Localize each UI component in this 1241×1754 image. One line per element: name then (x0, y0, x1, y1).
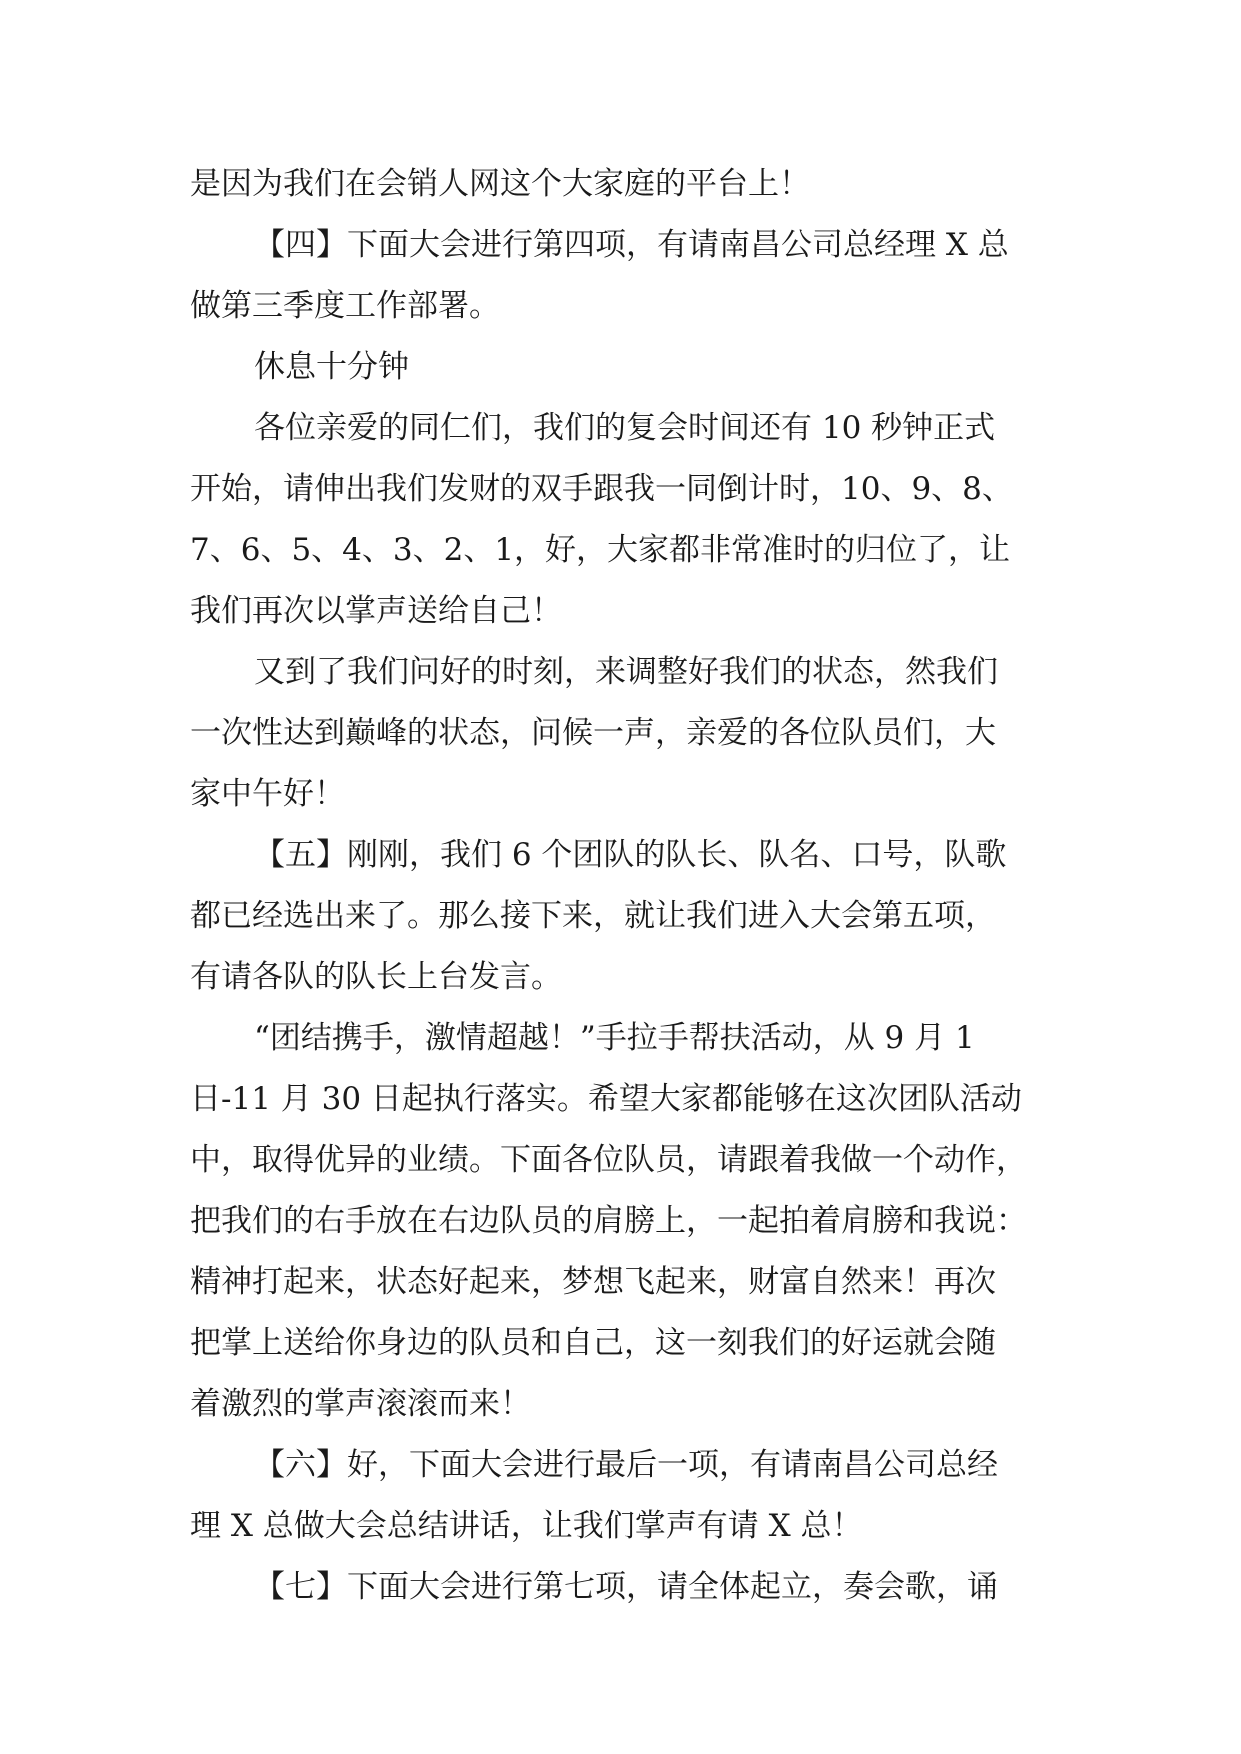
document-page (190, 154, 1052, 1618)
text-line: 做第三季度工作部署。 (190, 288, 500, 324)
text-line: 有请各队的队长上台发言。 (190, 959, 562, 995)
paragraph-7-heading: 【七】下面大会进行第七项，请全体起立，奏会歌，诵 (254, 1569, 998, 1605)
text-line: 各位亲爱的同仁们，我们的复会时间还有 10 秒钟正式 (254, 410, 996, 446)
paragraph-5-heading: 【五】刚刚，我们 6 个团队的队长、队名、口号，队歌 (254, 837, 1007, 873)
break-heading: 休息十分钟 (254, 349, 409, 385)
text-line: “团结携手，激情超越！”手拉手帮扶活动，从 9 月 1 (254, 1020, 975, 1056)
text-line: 日-11 月 30 日起执行落实。希望大家都能够在这次团队活动 (190, 1081, 1022, 1117)
text-line: 我们再次以掌声送给自己！ (190, 593, 562, 629)
text-line: 精神打起来，状态好起来，梦想飞起来，财富自然来！再次 (190, 1264, 996, 1300)
paragraph-6-heading: 【六】好，下面大会进行最后一项，有请南昌公司总经 (254, 1447, 998, 1483)
text-line: 把我们的右手放在右边队员的肩膀上，一起拍着肩膀和我说： (190, 1203, 1027, 1239)
text-line: 家中午好！ (190, 776, 345, 812)
text-line: 着激烈的掌声滚滚而来！ (190, 1386, 531, 1422)
text-line: 理 X 总做大会总结讲话，让我们掌声有请 X 总！ (190, 1508, 863, 1544)
paragraph-4-heading: 【四】下面大会进行第四项，有请南昌公司总经理 X 总 (254, 227, 1009, 263)
text-line: 中，取得优异的业绩。下面各位队员，请跟着我做一个动作， (190, 1142, 1027, 1178)
text-line: 都已经选出来了。那么接下来，就让我们进入大会第五项， (190, 898, 996, 934)
text-line: 开始，请伸出我们发财的双手跟我一同倒计时，10、9、8、 (190, 471, 1013, 507)
text-line: 是因为我们在会销人网这个大家庭的平台上！ (190, 166, 810, 202)
text-line: 7、6、5、4、3、2、1，好，大家都非常准时的归位了，让 (190, 532, 1011, 568)
text-line: 又到了我们问好的时刻，来调整好我们的状态，然我们 (254, 654, 998, 690)
text-line: 一次性达到巅峰的状态，问候一声，亲爱的各位队员们，大 (190, 715, 996, 751)
text-line: 把掌上送给你身边的队员和自己，这一刻我们的好运就会随 (190, 1325, 996, 1361)
